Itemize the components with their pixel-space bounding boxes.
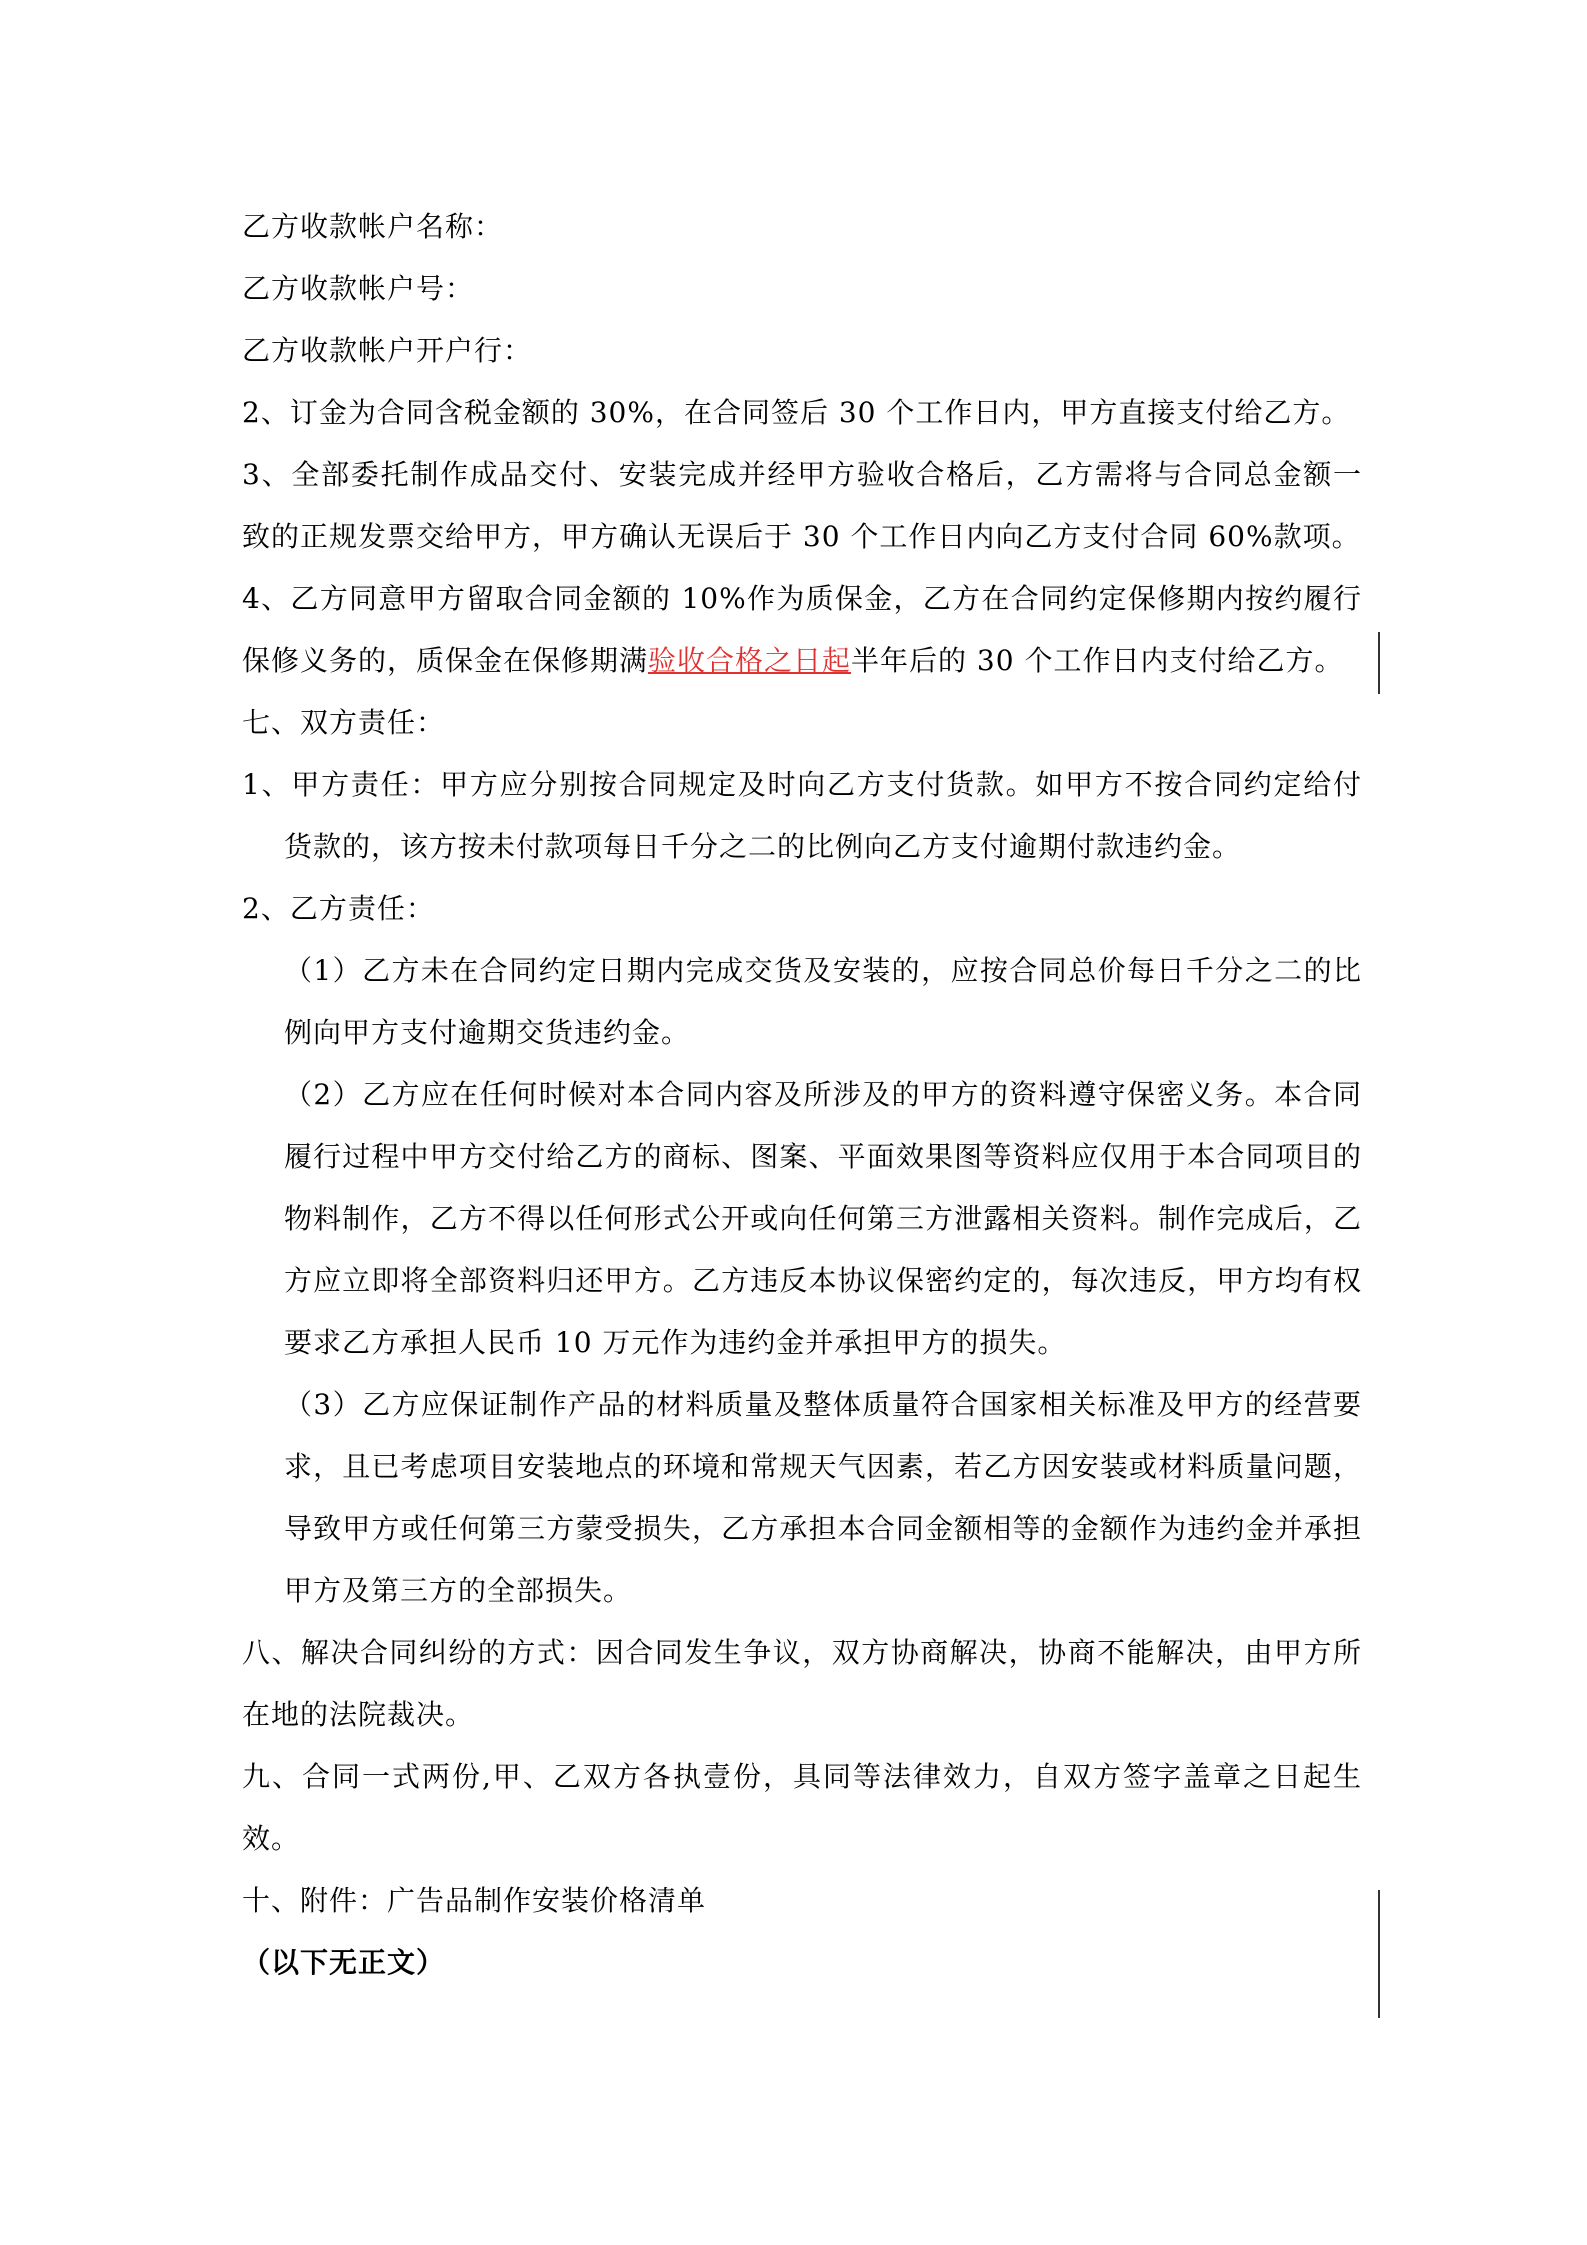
duty-2-title: 2、乙方责任： [242,892,435,925]
clause-4-text-after: 半年后的 30 个工作日内支付给乙方。 [851,644,1344,677]
duty-1: 1、甲方责任：甲方应分别按合同规定及时向乙方支付货款。如甲方不按合同约定给付货款的，该方按未付款项每日千分之二的比例向乙方支付逾期付款违约金。 [242,768,1362,863]
end-note: （以下无正文） [242,1946,446,1979]
account-bank-line: 乙方收款帐户开户行： [242,334,533,367]
account-number-line: 乙方收款帐户号： [242,272,475,305]
section-8: 八、解决合同纠纷的方式：因合同发生争议，双方协商解决，协商不能解决，由甲方所在地的法院裁决。 [242,1636,1362,1731]
section-10: 十、附件：广告品制作安装价格清单 [242,1884,707,1917]
document-body [242,196,1362,1994]
revision-bar [1378,1890,1380,2018]
clause-4 [242,568,1362,692]
clause-4-text-before: 4、乙方同意甲方留取合同金额的 10%作为质保金，乙方在合同约定保修期内按约履行保修义务的，质保金在保修期满 [242,582,1362,677]
clause-3: 3、全部委托制作成品交付、安装完成并经甲方验收合格后，乙方需将与合同总金额一致的正规发票交给甲方，甲方确认无误后于 30 个工作日内向乙方支付合同 60%款项。 [242,458,1362,553]
account-name-line: 乙方收款帐户名称： [242,210,504,243]
duty-2-item-1: （1）乙方未在合同约定日期内完成交货及安装的，应按合同总价每日千分之二的比例向甲方支付逾期交货违约金。 [284,954,1362,1049]
section-9: 九、合同一式两份,甲、乙双方各执壹份，具同等法律效力，自双方签字盖章之日起生效。 [242,1760,1362,1855]
revision-bar [1378,632,1380,694]
duty-2-item-3: （3）乙方应保证制作产品的材料质量及整体质量符合国家相关标准及甲方的经营要求，且已考虑项目安装地点的环境和常规天气因素，若乙方因安装或材料质量问题，导致甲方或任何第三方蒙受损失，乙方承担本合同金额相等的金额作为违约金并承担甲方及第三方的全部损失。 [284,1388,1362,1607]
duty-2-item-2: （2）乙方应在任何时候对本合同内容及所涉及的甲方的资料遵守保密义务。本合同履行过程中甲方交付给乙方的商标、图案、平面效果图等资料应仅用于本合同项目的物料制作，乙方不得以任何形式公开或向任何第三方泄露相关资料。制作完成后，乙方应立即将全部资料归还甲方。乙方违反本协议保密约定的，每次违反，甲方均有权要求乙方承担人民币 10 万元作为违约金并承担甲方的损失。 [284,1078,1362,1359]
clause-4-highlight: 验收合格之日起 [648,644,852,677]
clause-2: 2、订金为合同含税金额的 30%，在合同签后 30 个工作日内，甲方直接支付给乙方。 [242,396,1351,429]
section-7-title: 七、双方责任： [242,706,446,739]
